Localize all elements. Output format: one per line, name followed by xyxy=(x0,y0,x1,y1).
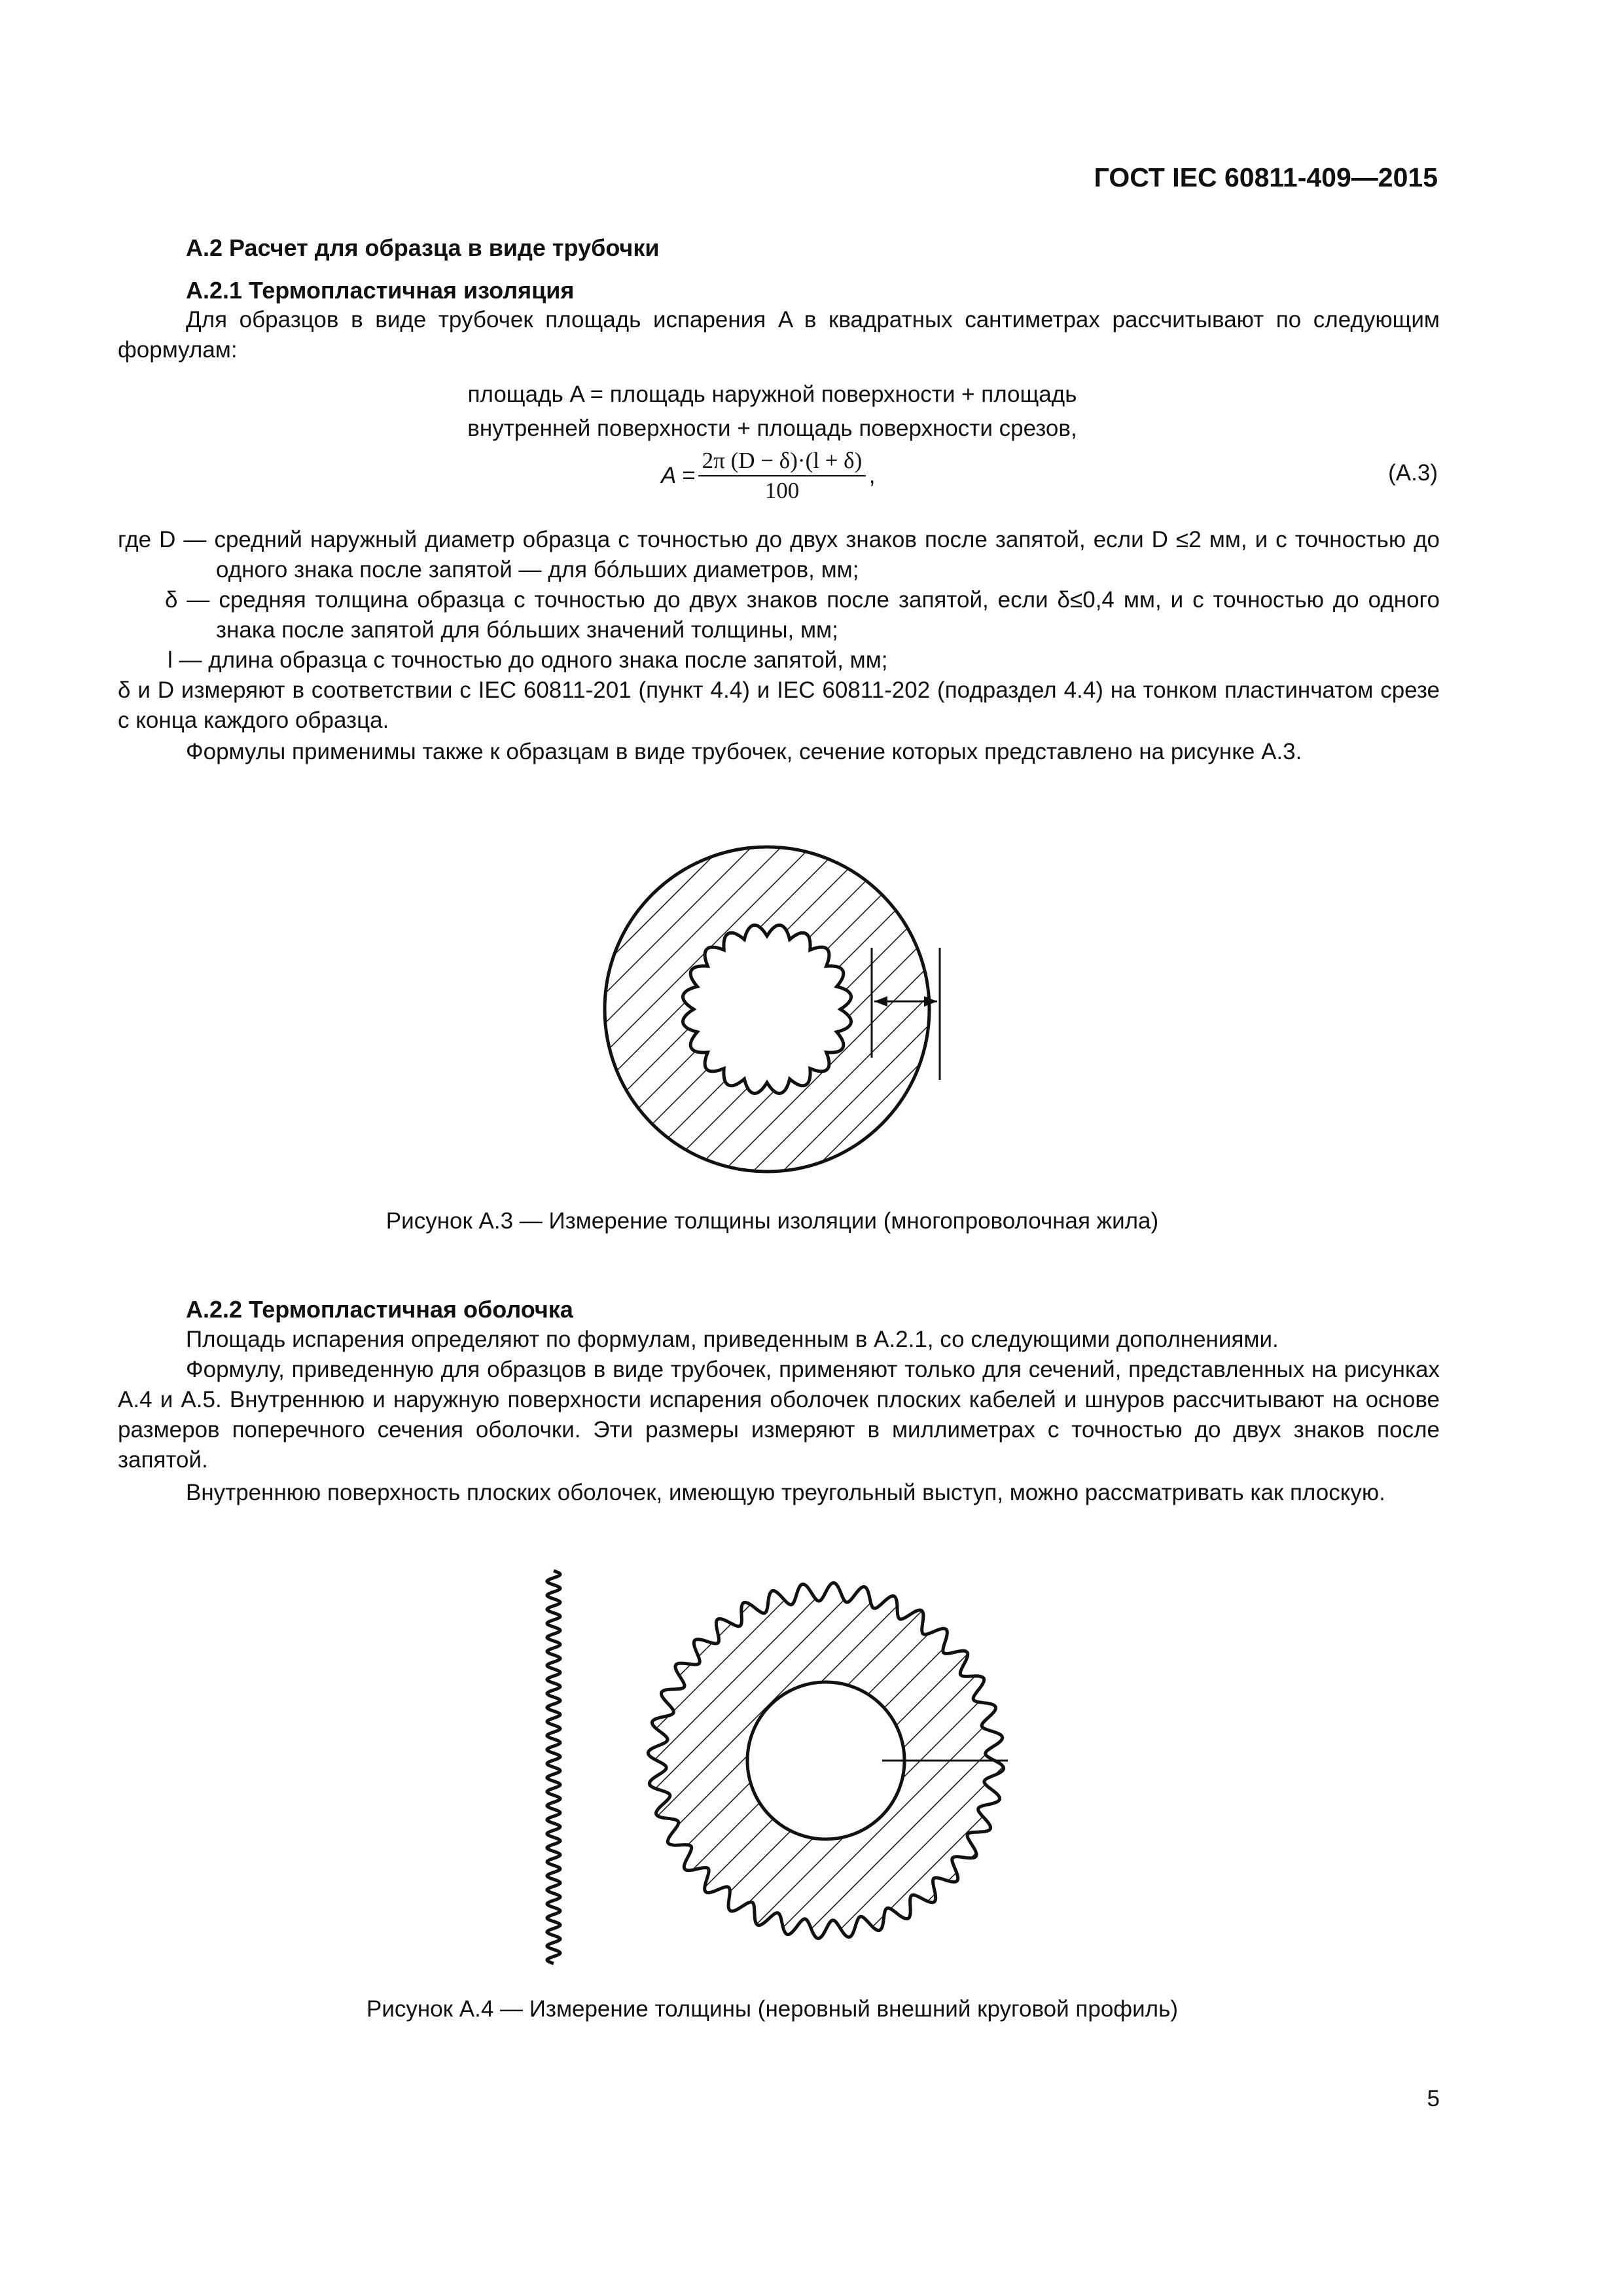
figure-a3-caption: Рисунок А.3 — Измерение толщины изоляции (многопроволочная жила) xyxy=(385,1208,1159,1234)
a22-paragraph-2: Формулу, приведенную для образцов в виде трубочек, применяют только для сечений, представленных на рисунках А.4 и А.5. Внутреннюю и наружную поверхности испарения оболочек плоских кабелей и шнуров рассчитывают на основе размеров поперечного сечения оболочки. Эти размеры измеряют в миллиметрах с точностью до двух знаков после запятой. xyxy=(118,1357,1440,1473)
formula-numerator: 2π (D − δ)·(l + δ) xyxy=(698,448,866,476)
a22-paragraph-3: Внутреннюю поверхность плоских оболочек, имеющую треугольный выступ, можно рассматривать как плоскую. xyxy=(186,1480,1385,1505)
page-number: 5 xyxy=(1427,2086,1440,2111)
document-code: ГОСТ IEC 60811-409—2015 xyxy=(1094,162,1438,192)
measurement-note: δ и D измеряют в соответствии с IEC 60811-201 (пункт 4.4) и IEC 60811-202 (подраздел 4.4) на тонком пластинчатом срезе с конца каждого образца. xyxy=(118,677,1440,733)
formula-tail: , xyxy=(868,463,876,488)
figure-a4-caption: Рисунок А.4 — Измерение толщины (неровный внешний круговой профиль) xyxy=(366,1996,1178,2022)
a22-paragraph-1: Площадь испарения определяют по формулам, приведенным в А.2.1, со следующими дополнениями. xyxy=(186,1327,1279,1352)
formula-a3 xyxy=(661,448,876,504)
formula-lhs: A = xyxy=(661,463,696,488)
definition-delta: δ — средняя толщина образца с точностью до двух знаков после запятой, если δ≤0,4 мм, и с точностью до одного знака после запятой для бóльших значений толщины, мм; xyxy=(165,587,1440,643)
intro-paragraph: Для образцов в виде трубочек площадь испарения A в квадратных сантиметрах рассчитывают по следующим формулам: xyxy=(118,307,1440,363)
definition-l: l — длина образца с точностью до одного знака после запятой, мм; xyxy=(168,647,888,673)
figure-a3 xyxy=(589,831,982,1198)
formula-applicability-note: Формулы применимы также к образцам в виде трубочек, сечение которых представлено на рисунке А.3. xyxy=(186,739,1302,764)
sheath-inner-edge xyxy=(747,1682,904,1839)
definition-D: где D — средний наружный диаметр образца с точностью до двух знаков после запятой, если D ≤2 мм, и с точностью до одного знака после запятой — для бóльших диаметров, мм; xyxy=(118,527,1440,583)
figure-a4 xyxy=(524,1564,1047,1983)
stranded-conductor-profile xyxy=(683,925,851,1094)
section-a21-title: А.2.1 Термопластичная изоляция xyxy=(186,277,575,304)
formula-fraction xyxy=(698,448,866,504)
section-a2-title: А.2 Расчет для образца в виде трубочки xyxy=(186,234,660,261)
formula-label: (А.3) xyxy=(1388,460,1438,486)
formula-denominator: 100 xyxy=(764,478,800,503)
section-a22-title: А.2.2 Термопластичная оболочка xyxy=(186,1296,573,1323)
formula-text-line-1: площадь A = площадь наружной поверхности + площадь xyxy=(467,382,1077,407)
formula-text-line-2: внутренней поверхности + площадь поверхности срезов, xyxy=(467,416,1077,441)
